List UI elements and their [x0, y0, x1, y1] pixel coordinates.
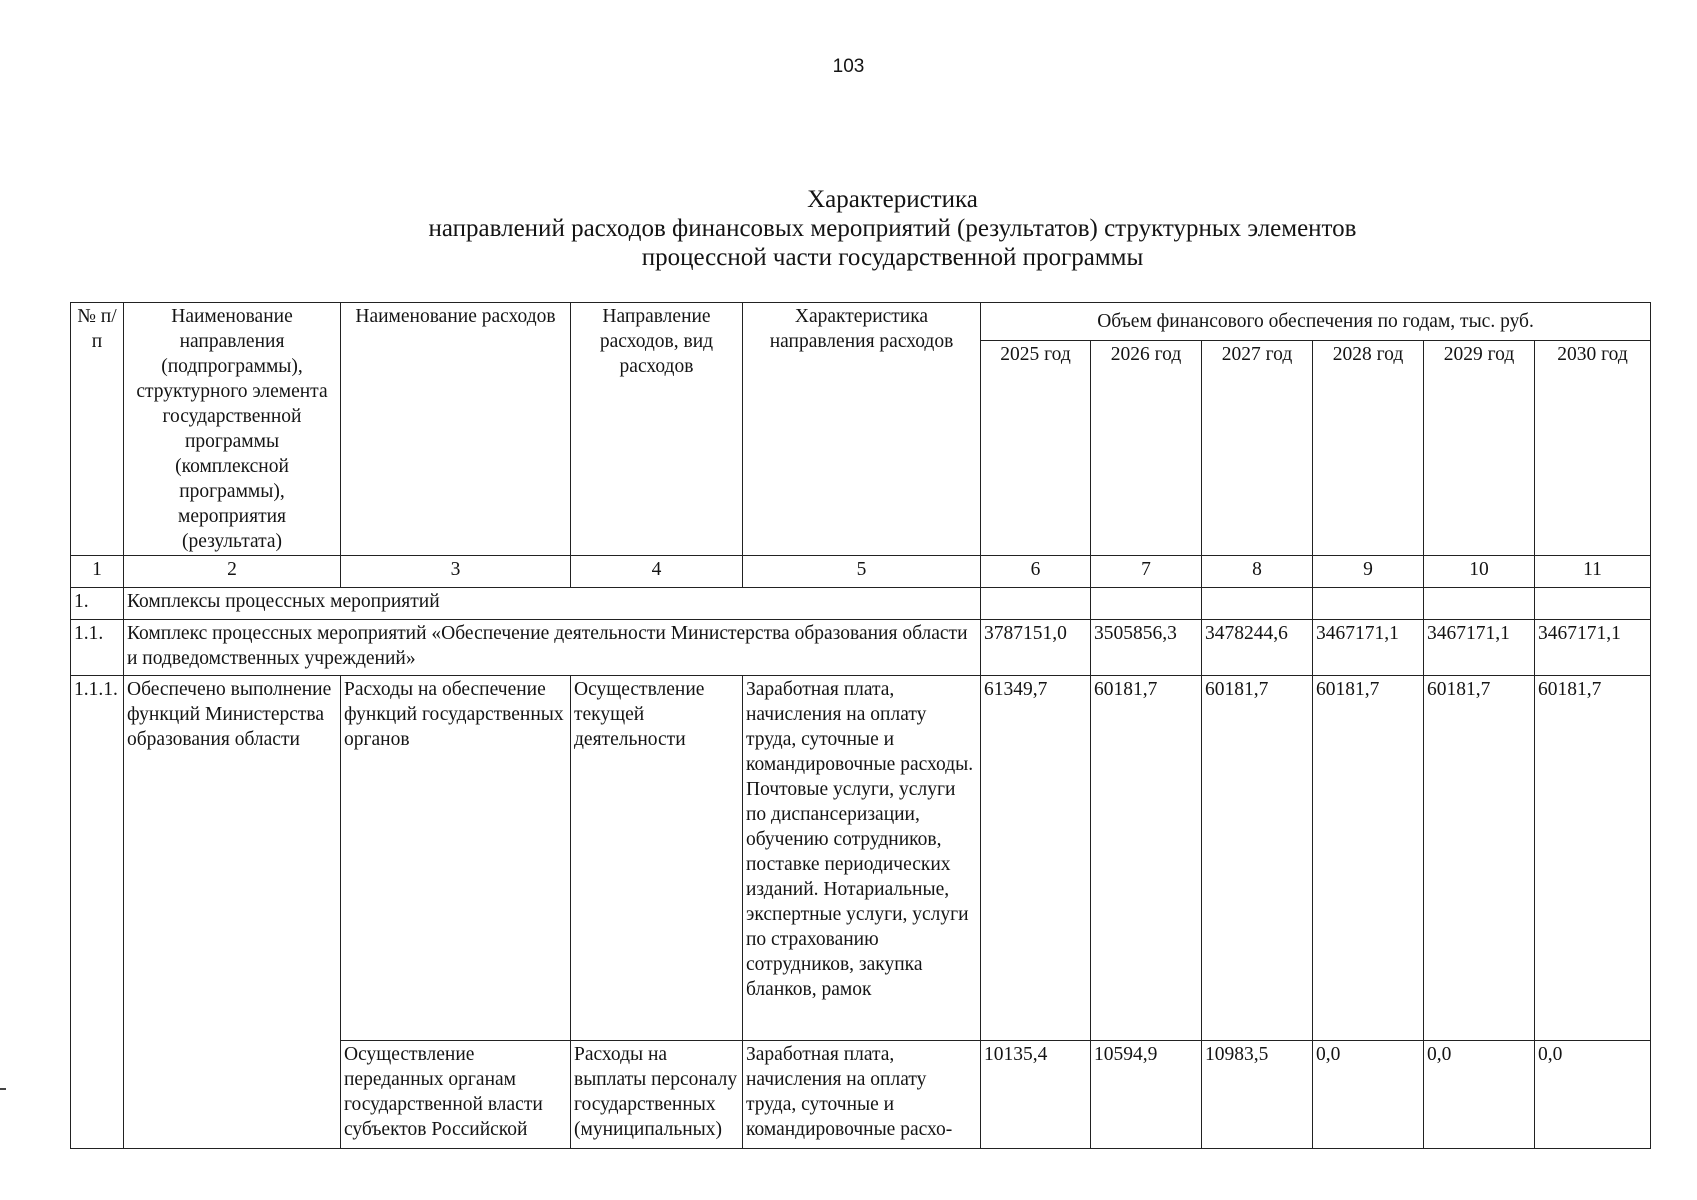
column-number: 6: [981, 556, 1091, 588]
row-expense: Расходы на обеспечение функций государственных органов: [341, 676, 571, 1041]
value-cell: [1202, 588, 1313, 620]
value-cell: [1091, 588, 1202, 620]
value-cell: 10983,5: [1202, 1041, 1313, 1149]
row-section-title: Комплексы процессных мероприятий: [124, 588, 981, 620]
column-number: 8: [1202, 556, 1313, 588]
value-cell: 60181,7: [1313, 676, 1424, 1041]
column-number: 11: [1535, 556, 1651, 588]
row-expense-direction: Расходы на выплаты персоналу государственных (муниципальных): [571, 1041, 743, 1149]
header-year: 2028 год: [1313, 341, 1424, 556]
header-characteristic: Характеристика направления расходов: [743, 303, 981, 556]
value-cell: 60181,7: [1535, 676, 1651, 1041]
value-cell: 3505856,3: [1091, 620, 1202, 676]
column-number: 2: [124, 556, 341, 588]
table-row: [71, 676, 1651, 1041]
header-expense-direction: Направление расходов, вид расходов: [571, 303, 743, 556]
table-row: [71, 620, 1651, 676]
column-number: 3: [341, 556, 571, 588]
value-cell: 60181,7: [1091, 676, 1202, 1041]
value-cell: 3467171,1: [1424, 620, 1535, 676]
header-year: 2029 год: [1424, 341, 1535, 556]
column-number: 5: [743, 556, 981, 588]
value-cell: 3478244,6: [1202, 620, 1313, 676]
table-row: [71, 588, 1651, 620]
header-funding-group: Объем финансового обеспечения по годам, тыс. руб.: [981, 303, 1651, 341]
row-expense-direction: Осуществление текущей деятельности: [571, 676, 743, 1041]
header-direction-name: Наименование направления (подпрограммы), структурного элемента государственной программы (комплексной программы), мероприятия (результата): [124, 303, 341, 556]
value-cell: [1535, 588, 1651, 620]
title-line-2: направлений расходов финансовых мероприятий (результатов) структурных элементов: [428, 215, 1357, 242]
column-number: 7: [1091, 556, 1202, 588]
row-complex-title: Комплекс процессных мероприятий «Обеспечение деятельности Министерства образования области и подведомственных учреждений»: [124, 620, 981, 676]
value-cell: 3787151,0: [981, 620, 1091, 676]
funding-table: [70, 302, 1651, 1149]
value-cell: 10135,4: [981, 1041, 1091, 1149]
value-cell: [1313, 588, 1424, 620]
row-expense: Осуществление переданных органам государственной власти субъектов Российской: [341, 1041, 571, 1149]
header-year: 2026 год: [1091, 341, 1202, 556]
header-num: № п/п: [71, 303, 124, 556]
value-cell: 60181,7: [1424, 676, 1535, 1041]
title-line-1: Характеристика: [807, 186, 978, 213]
column-number: 9: [1313, 556, 1424, 588]
column-number: 1: [71, 556, 124, 588]
value-cell: 3467171,1: [1535, 620, 1651, 676]
value-cell: 0,0: [1313, 1041, 1424, 1149]
row-direction: Обеспечено выполнение функций Министерства образования области: [124, 676, 341, 1149]
header-year: 2027 год: [1202, 341, 1313, 556]
document-title: [0, 185, 1697, 272]
value-cell: 10594,9: [1091, 1041, 1202, 1149]
row-number: 1.1.: [71, 620, 124, 676]
column-number: 10: [1424, 556, 1535, 588]
value-cell: [981, 588, 1091, 620]
value-cell: [1424, 588, 1535, 620]
header-year: 2025 год: [981, 341, 1091, 556]
scan-edge-mark: [0, 1088, 6, 1090]
value-cell: 60181,7: [1202, 676, 1313, 1041]
column-number: 4: [571, 556, 743, 588]
value-cell: 3467171,1: [1313, 620, 1424, 676]
row-characteristic: Заработная плата, начисления на оплату труда, суточные и командировочные расходы. Почтовые услуги, услуги по диспансеризации, обучению сотрудников, поставке периодических изданий. Нотариальные, экспертные услуги, услуги по страхованию сотрудников, закупка бланков, рамок: [743, 676, 981, 1041]
value-cell: 0,0: [1535, 1041, 1651, 1149]
row-number: 1.: [71, 588, 124, 620]
title-line-3: процессной части государственной программы: [641, 244, 1144, 271]
header-expense-name: Наименование расходов: [341, 303, 571, 556]
row-number: 1.1.1.: [71, 676, 124, 1149]
header-year: 2030 год: [1535, 341, 1651, 556]
value-cell: 61349,7: [981, 676, 1091, 1041]
page-number: 103: [832, 56, 865, 77]
row-characteristic: Заработная плата, начисления на оплату труда, суточные и командировочные расхо-: [743, 1041, 981, 1149]
value-cell: 0,0: [1424, 1041, 1535, 1149]
